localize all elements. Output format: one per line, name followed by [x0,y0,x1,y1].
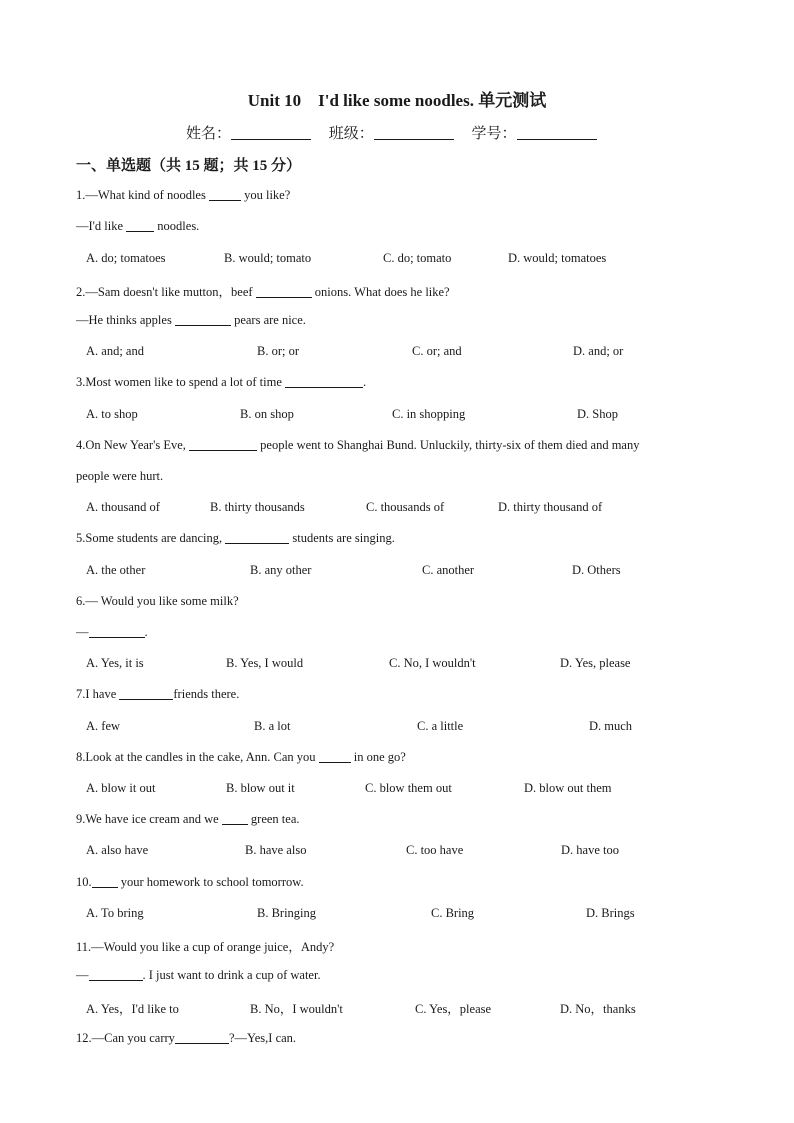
answer-blank[interactable] [285,375,363,388]
option-b[interactable]: B. have also [245,843,307,857]
option-b[interactable]: B. a lot [254,719,291,733]
question-text: green tea. [247,812,300,826]
answer-blank[interactable] [126,219,154,232]
class-label: 班级： [328,126,374,142]
question-text: 4.On New Year's Eve, [76,438,190,452]
option-d[interactable]: D. Brings [586,906,635,920]
number-label: 学号： [471,126,517,142]
question-1-line-1 [76,188,290,203]
question-text: 3.Most women like to spend a lot of time [76,375,286,389]
question-text: 6.— Would you like some milk? [76,594,239,608]
option-d[interactable]: D. have too [561,843,619,857]
option-b[interactable]: B. blow out it [226,781,295,795]
student-info [186,122,611,143]
question-text: in one go? [350,750,406,764]
question-text: . I just want to drink a cup of water. [142,968,321,982]
question-11-line-1 [76,937,334,955]
option-c[interactable]: C. too have [406,843,464,857]
question-text: 8.Look at the candles in the cake, Ann. Can you [76,750,319,764]
answer-blank[interactable] [222,812,248,825]
option-d[interactable]: D. much [589,719,633,733]
question-text: — [76,625,89,639]
question-text: students are singing. [289,531,395,545]
question-6-line-1 [76,594,239,609]
option-d[interactable]: D. and; or [573,344,624,358]
class-blank[interactable] [374,125,454,140]
question-text: people were hurt. [76,469,164,483]
option-d[interactable]: D. thirty thousand of [498,500,603,514]
option-c[interactable]: C. another [422,563,475,577]
question-4-line-2 [76,469,163,484]
option-b[interactable]: B. any other [250,563,312,577]
answer-blank[interactable] [175,1031,229,1044]
question-text: 1.—What kind of noodles [76,188,209,202]
question-5-line-1 [76,531,395,546]
question-text: — [76,968,89,982]
question-10-line-1 [76,875,304,890]
section-title: 一、单选题（共 15 题；共 15 分） [76,158,302,174]
option-b[interactable]: B. Bringing [257,906,317,920]
answer-blank[interactable] [225,531,289,544]
question-2-line-2 [76,313,306,328]
option-d[interactable]: D. would; tomatoes [508,251,607,265]
question-text: —He thinks apples [76,313,175,327]
option-b[interactable]: B. or; or [257,344,300,358]
option-c[interactable]: C. or; and [412,344,462,358]
question-text: 5.Some students are dancing, [76,531,226,545]
question-11-line-2 [76,968,321,983]
option-a[interactable]: A. blow it out [86,781,156,795]
option-c[interactable]: C. blow them out [365,781,452,795]
option-b[interactable]: B. on shop [240,407,294,421]
question-9-line-1 [76,812,300,827]
number-blank[interactable] [517,125,597,140]
question-1-line-2 [76,219,199,234]
answer-blank[interactable] [319,750,351,763]
answer-blank[interactable] [119,687,173,700]
question-text: noodles. [154,219,200,233]
question-7-line-1 [76,687,239,702]
option-c[interactable]: C. do; tomato [383,251,452,265]
question-text: 7.I have [76,687,120,701]
option-c[interactable]: C. Yes，please [415,1002,492,1016]
name-label: 姓名： [186,126,232,142]
class-field [329,126,458,142]
question-text: pears are nice. [230,313,306,327]
question-text: 9.We have ice cream and we [76,812,222,826]
option-a[interactable]: A. thousand of [86,500,160,514]
name-field [186,126,315,142]
number-field [472,126,597,142]
answer-blank[interactable] [89,968,143,981]
question-text: 10. [76,875,92,889]
option-c[interactable]: C. Bring [431,906,475,920]
option-d[interactable]: D. Yes, please [560,656,631,670]
option-c[interactable]: C. in shopping [392,407,466,421]
answer-blank[interactable] [92,875,118,888]
question-12-line-1 [76,1031,296,1046]
answer-blank[interactable] [209,188,241,201]
question-8-line-1 [76,750,406,765]
name-blank[interactable] [231,125,311,140]
option-a[interactable]: A. also have [86,843,149,857]
option-a[interactable]: A. the other [86,563,146,577]
question-text: people went to Shanghai Bund. Unluckily, thirty-six of them died and many [257,438,640,452]
option-d[interactable]: D. blow out them [524,781,612,795]
option-c[interactable]: C. thousands of [366,500,445,514]
answer-blank[interactable] [256,285,312,298]
option-a[interactable]: A. to shop [86,407,138,421]
option-b[interactable]: B. No，I wouldn't [250,1002,343,1016]
answer-blank[interactable] [189,438,257,451]
option-b[interactable]: B. Yes, I would [226,656,304,670]
option-d[interactable]: D. Others [572,563,621,577]
option-a[interactable]: A. Yes，I'd like to [86,1002,179,1016]
option-b[interactable]: B. would; tomato [224,251,312,265]
option-a[interactable]: A. Yes, it is [86,656,144,670]
question-6-line-2 [76,625,148,640]
question-text: —I'd like [76,219,127,233]
answer-blank[interactable] [175,313,231,326]
option-a[interactable]: A. and; and [86,344,144,358]
question-3-line-1 [76,375,366,390]
question-text: onions. What does he like? [311,285,450,299]
question-text: you like? [240,188,291,202]
option-c[interactable]: C. No, I wouldn't [389,656,476,670]
question-text: your homework to school tomorrow. [117,875,304,889]
option-a[interactable]: A. To bring [86,906,144,920]
question-text: . [144,625,148,639]
question-2-line-1 [76,282,450,300]
option-a[interactable]: A. do; tomatoes [86,251,166,265]
question-text: 2.—Sam doesn't like mutton，beef [76,285,256,299]
question-4-line-1 [76,438,639,453]
page-title: Unit 10 I'd like some noodles. 单元测试 [247,91,547,110]
option-c[interactable]: C. a little [417,719,464,733]
answer-blank[interactable] [89,625,145,638]
question-text: 12.—Can you carry [76,1031,175,1045]
question-text: . [363,375,367,389]
question-text: ?—Yes,I can. [228,1031,297,1045]
option-a[interactable]: A. few [86,719,121,733]
option-d[interactable]: D. No，thanks [560,1002,636,1016]
option-d[interactable]: D. Shop [577,407,618,421]
question-text: friends there. [173,687,240,701]
question-text: 11.—Would you like a cup of orange juice，Andy? [76,940,335,954]
option-b[interactable]: B. thirty thousands [210,500,305,514]
